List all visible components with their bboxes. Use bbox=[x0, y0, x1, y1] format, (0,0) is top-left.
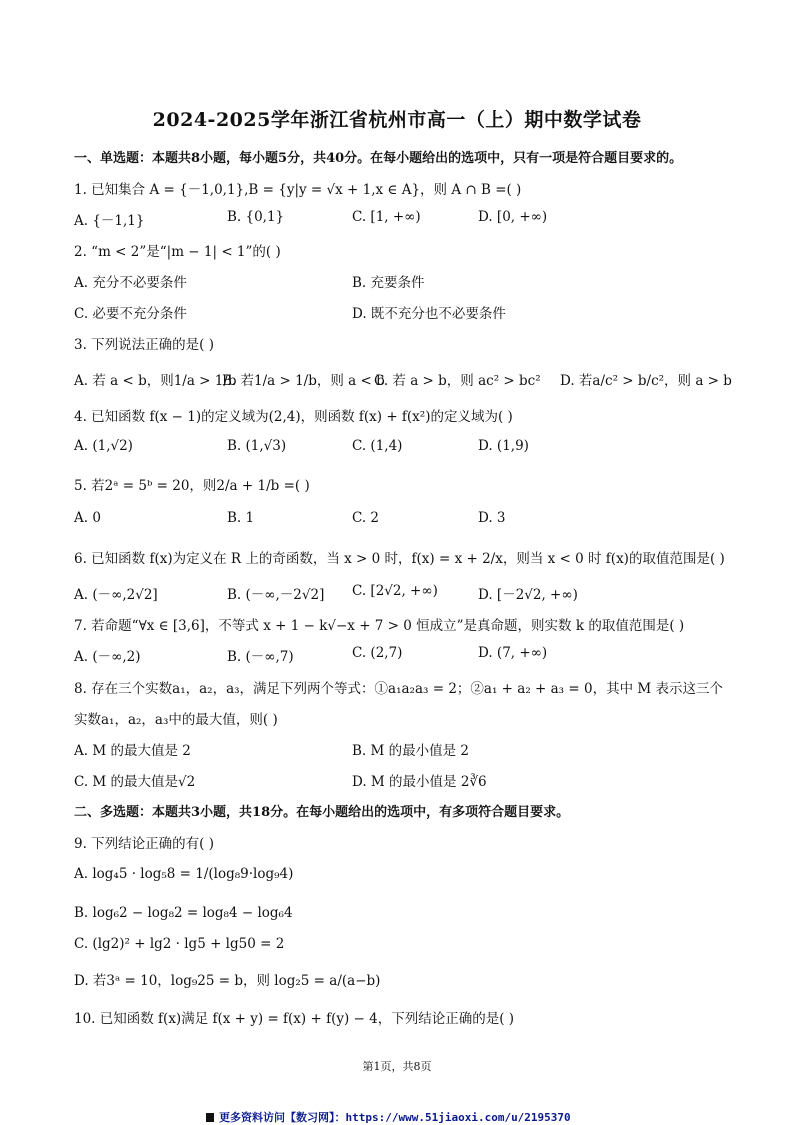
question-6: 6. 已知函数 f(x)为定义在 R 上的奇函数，当 x > 0 时，f(x) = x + 2/x，则当 x < 0 时 f(x)的取值范围是( ) bbox=[74, 551, 725, 567]
q2-option-c: C. 必要不充分条件 bbox=[74, 306, 187, 322]
section-single-choice: 一、单选题：本题共8小题，每小题5分，共40分。在每小题给出的选项中，只有一项是符合题目要求的。 bbox=[74, 151, 683, 166]
question-1: 1. 已知集合 A = {－1,0,1},B = {y|y = √x + 1,x ∈ A}，则 A ∩ B =( ) bbox=[74, 182, 522, 198]
q1-option-a: A. {－1,1} bbox=[74, 213, 145, 229]
q1-option-c: C. [1, +∞) bbox=[352, 209, 421, 225]
question-7: 7. 若命题“∀x ∈ [3,6]，不等式 x + 1 − k√−x + 7 > 0 恒成立”是真命题，则实数 k 的取值范围是( ) bbox=[74, 618, 685, 634]
q4-option-d: D. (1,9) bbox=[478, 438, 529, 454]
q8-option-a: A. M 的最大值是 2 bbox=[74, 743, 191, 759]
q5-option-b: B. 1 bbox=[227, 510, 255, 526]
q3-option-d: D. 若a/c² > b/c²，则 a > b bbox=[560, 373, 732, 389]
q8-option-c: C. M 的最大值是√2 bbox=[74, 774, 196, 790]
q7-option-b: B. (－∞,7) bbox=[227, 649, 294, 665]
q5-option-d: D. 3 bbox=[478, 510, 506, 526]
q6-option-c: C. [2√2, +∞) bbox=[352, 583, 438, 599]
q8-option-b: B. M 的最小值是 2 bbox=[352, 743, 469, 759]
q9-option-d: D. 若3ᵃ = 10，log₉25 = b，则 log₂5 = a/(a−b) bbox=[74, 973, 381, 989]
q9-option-a: A. log₄5 · log₅8 = 1/(log₈9·log₉4) bbox=[74, 866, 294, 882]
q6-option-d: D. [－2√2, +∞) bbox=[478, 587, 578, 603]
q2-option-b: B. 充要条件 bbox=[352, 275, 425, 291]
q6-option-a: A. (－∞,2√2] bbox=[74, 587, 158, 603]
promo-banner[interactable] bbox=[206, 1109, 571, 1125]
q3-option-b: B. 若1/a > 1/b，则 a < b bbox=[222, 373, 385, 389]
q7-option-d: D. (7, +∞) bbox=[478, 645, 548, 661]
q9-option-b: B. log₆2 − log₈2 = log₈4 − log₆4 bbox=[74, 905, 293, 921]
question-2: 2. “m < 2”是“|m − 1| < 1”的( ) bbox=[74, 244, 281, 260]
q4-option-b: B. (1,√3) bbox=[227, 438, 287, 454]
question-4: 4. 已知函数 f(x − 1)的定义域为(2,4)，则函数 f(x) + f(x²)的定义域为( ) bbox=[74, 409, 513, 425]
q7-option-a: A. (－∞,2) bbox=[74, 649, 141, 665]
q5-option-a: A. 0 bbox=[74, 510, 101, 526]
page-number: 第1页，共8页 bbox=[362, 1060, 432, 1073]
promo-link[interactable]: 更多资料访问【数习网】：https://www.51jiaoxi.com/u/2195370 bbox=[219, 1111, 571, 1124]
section-multiple-choice: 二、多选题：本题共3小题，共18分。在每小题给出的选项中，有多项符合题目要求。 bbox=[74, 805, 570, 820]
q2-option-d: D. 既不充分也不必要条件 bbox=[352, 306, 506, 322]
q8-option-d: D. M 的最小值是 2∛6 bbox=[352, 774, 487, 790]
q7-option-c: C. (2,7) bbox=[352, 645, 403, 661]
q5-option-c: C. 2 bbox=[352, 510, 380, 526]
question-10: 10. 已知函数 f(x)满足 f(x + y) = f(x) + f(y) − 4，下列结论正确的是( ) bbox=[74, 1011, 515, 1027]
q6-option-b: B. (－∞,－2√2] bbox=[227, 587, 325, 603]
q4-option-c: C. (1,4) bbox=[352, 438, 403, 454]
q1-option-d: D. [0, +∞) bbox=[478, 209, 548, 225]
question-8: 8. 存在三个实数a₁，a₂，a₃，满足下列两个等式：①a₁a₂a₃ = 2；②a₁ + a₂ + a₃ = 0，其中 M 表示这三个 bbox=[74, 681, 723, 697]
q1-option-b: B. {0,1} bbox=[227, 209, 285, 225]
q3-option-c: C. 若 a > b，则 ac² > bc² bbox=[374, 373, 541, 389]
q9-option-c: C. (lg2)² + lg2 · lg5 + lg50 = 2 bbox=[74, 936, 285, 952]
page-title: 2024-2025学年浙江省杭州市高一（上）期中数学试卷 bbox=[152, 109, 642, 131]
question-3: 3. 下列说法正确的是( ) bbox=[74, 337, 214, 353]
question-8-line2: 实数a₁，a₂，a₃中的最大值，则( ) bbox=[74, 712, 278, 728]
q3-option-a: A. 若 a < b，则1/a > 1/b bbox=[74, 373, 237, 389]
q4-option-a: A. (1,√2) bbox=[74, 438, 133, 454]
question-9: 9. 下列结论正确的有( ) bbox=[74, 836, 214, 852]
q2-option-a: A. 充分不必要条件 bbox=[74, 275, 187, 291]
question-5: 5. 若2ᵃ = 5ᵇ = 20，则2/a + 1/b =( ) bbox=[74, 478, 310, 494]
flag-icon bbox=[206, 1113, 214, 1122]
